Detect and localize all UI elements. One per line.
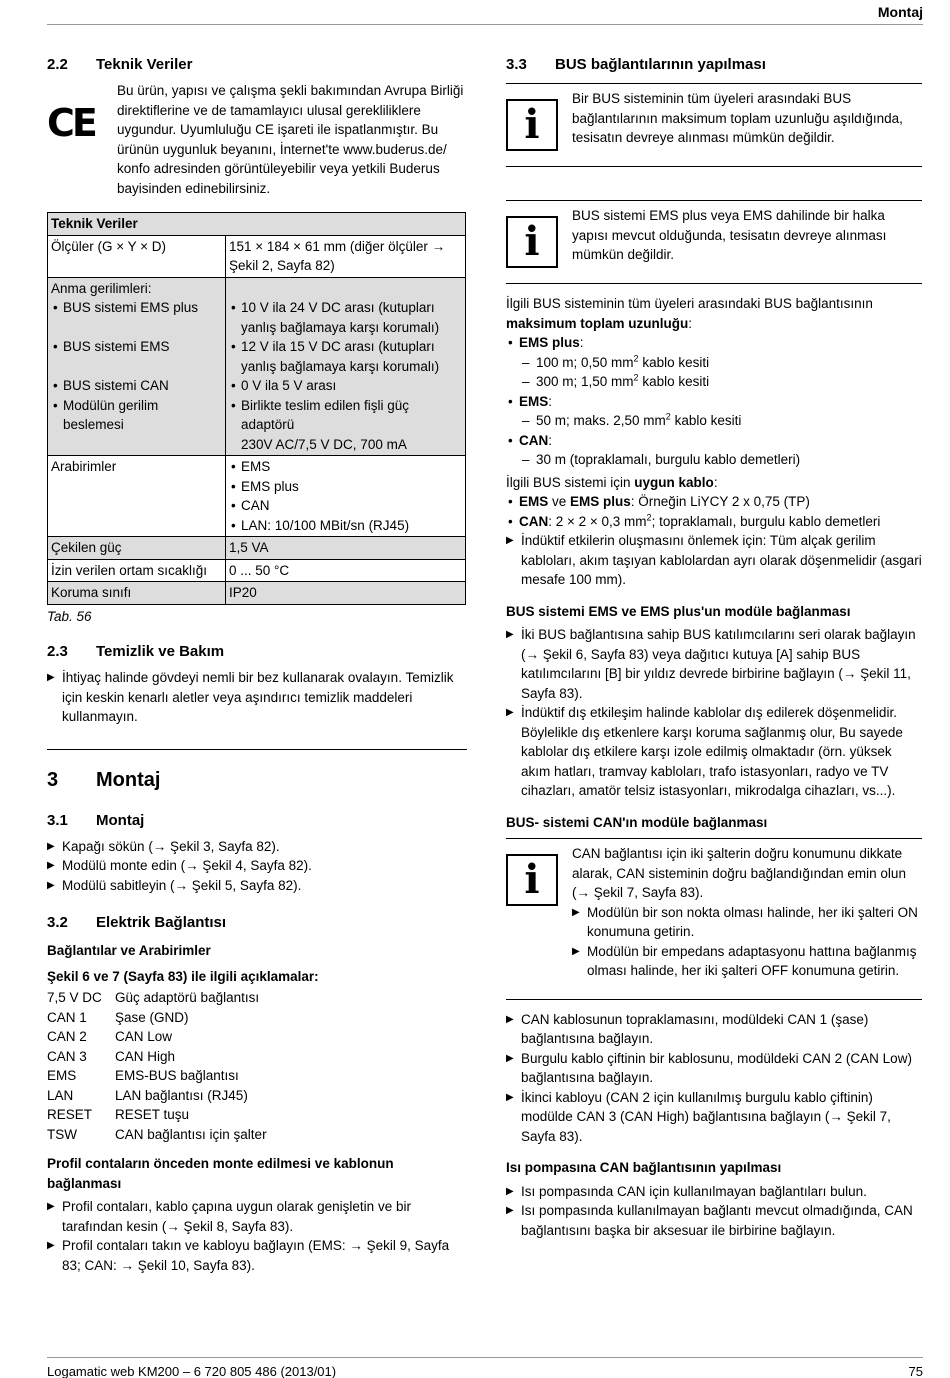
info-icon: i [506,854,558,906]
table-row: Arabirimler • EMS • EMS plus • CAN • LAN: 10/100 MBit/sn (RJ45) [48,456,466,537]
section-3-2-heading: 3.2 Elektrik Bağlantısı [47,914,227,931]
list-item: – 50 m; maks. 2,50 $mm^2$ kablo kesiti [506,411,922,431]
subheading: Isı pompasına CAN bağlantısının yapılması [506,1160,782,1175]
header-title: Montaj [877,4,923,20]
page-number: 75 [908,1364,923,1378]
ce-logo: CE [47,101,95,145]
list-item: CAN 1 Şase (GND) [47,1009,189,1025]
info-box: i Bir BUS sisteminin tüm üyeleri arasındaki BUS bağlantılarının maksimum toplam uzunluğu aşıldığında, tesisatın devreye alınması mümkün değildir. [506,83,922,167]
ce-text: Bu ürün, yapısı ve çalışma şekli bakımından Avrupa Birliği direktiflerine ve de tamamlayıcı ulusal gerekliliklere uygundur. Uyumluluğu CE işareti ile ispatlanmıştır. Bu ürünün uygunluk beyanını, İnternet'te www.buderus.de/ konfo adresinden görüntüleyebilir veya yetkili Buderus bayisinden edinebilirsiniz. [117,83,464,196]
subheading: BUS- sistemi CAN'ın modüle bağlanması [506,814,768,830]
list-item: LAN LAN bağlantısı (RJ45) [47,1087,248,1103]
instruction: ▶ İki BUS bağlantısına sahip BUS katılımcılarını seri olarak bağlayın (→ Şekil 6, Sayfa 83) veya dağıtıcı kutuya [A] sahip BUS katılımcılarını [B] bir yıldız devrede birbirine bağlayın (→ Şekil 11, Sayfa 83). [506,625,922,703]
list-item: – 300 m; 1,50 $mm^2$ kablo kesiti [506,372,922,392]
list-item: • EMS ve EMS plus: Örneğin LiYCY 2 x 0,75 (TP) [506,492,922,512]
list-item: • CAN: 2 × 2 × 0,3 $mm^2$; topraklamalı, burgulu kablo demetleri [506,512,922,532]
table-header: Teknik Veriler [48,213,466,236]
section-3-3-heading: 3.3 BUS bağlantılarının yapılması [506,56,766,73]
list-item: 7,5 V DC Güç adaptörü bağlantısı [47,990,260,1005]
page-footer [47,1357,923,1378]
subheading: BUS sistemi EMS ve EMS plus'un modüle bağlanması [506,603,851,619]
instruction: ▶ Isı pompasında kullanılmayan bağlantı mevcut olmadığında, CAN bağlantısını başka bir aksesuar ile birbirine bağlayın. [506,1201,922,1240]
instruction: ▶ Modülü sabitleyin (→ Şekil 5, Sayfa 82). [47,876,467,896]
paragraph: İlgili BUS sistemi için uygun kablo: [506,474,718,490]
instruction: ▶ İndüktif etkilerin oluşmasını önlemek için: Tüm alçak gerilim kabloları, akım taşıyan kablolardan ayrı olarak döşenmelidir (asgari mesafe 100 mm). [506,531,922,590]
paragraph: İlgili BUS sisteminin tüm üyeleri arasındaki BUS bağlantısının maksimum toplam uzunluğu: [506,296,873,331]
instruction: ▶ Kapağı sökün (→ Şekil 3, Sayfa 82). [47,837,467,857]
list-item: – 30 m (topraklamalı, burgulu kablo demetleri) [506,450,922,470]
info-box: i CAN bağlantısı için iki şalterin doğru konumunu dikkate alarak, CAN sisteminin doğru bağlandığından emin olun (→ Şekil 7, Sayfa 83). ▶ Modülün bir son nokta olması halinde, her iki şalteri ON konumuna getirin. ▶ Modülün bir empedans adaptasyonu hattına bağlanmış olması halinde, her iki şalteri OFF konumuna getirin. [506,838,922,1000]
info-box: i BUS sistemi EMS plus veya EMS dahilinde bir halka yapısı mevcut olduğunda, tesisatın devreye alınması mümkün değildir. [506,200,922,284]
section-2-2-heading: 2.2 Teknik Veriler [47,56,193,73]
info-icon: i [506,216,558,268]
instruction: ▶ Profil contaları, kablo çapına uygun olarak genişletin ve bir tarafından kesin (→ Şekil 8, Sayfa 83). [47,1197,467,1236]
subheading: Bağlantılar ve Arabirimler [47,943,211,958]
list-item: RESET RESET tuşu [47,1107,190,1122]
table-row: Çekilen güç 1,5 VA [48,537,466,560]
right-column [506,55,922,1240]
chapter-3-heading: 3 Montaj [47,749,467,793]
section-3-1-heading: 3.1 Montaj [47,811,145,829]
section-2-3-heading: 2.3 Temizlik ve Bakım [47,643,225,660]
ce-block [47,81,467,198]
list-item: EMS EMS-BUS bağlantısı [47,1068,239,1083]
instruction: ▶ İhtiyaç halinde gövdeyi nemli bir bez kullanarak ovalayın. Temizlik için keskin kenarlı aletler veya aşındırıcı temizlik maddeleri kullanmayın. [47,668,467,727]
list-item: CAN 3 CAN High [47,1048,176,1064]
left-column [47,55,467,1275]
table-row: Koruma sınıfı IP20 [48,582,466,605]
instruction: ▶ Burgulu kablo çiftinin bir kablosunu, modüldeki CAN 2 (CAN Low) bağlantısına bağlayın. [506,1049,922,1088]
info-icon: i [506,99,558,151]
table-row: Anma gerilimleri: • BUS sistemi EMS plus • BUS sistemi EMS • BUS sistemi CAN • Modülün gerilim beslemesi • 10 V ila 24 V DC arası (kutupları yanlış bağlamaya karşı korumalı) • 12 V ila 15 V DC arası (kutupları yanlış bağlamaya karşı korumalı) • 0 V ila 5 V arası • Birlikte teslim edilen fişli güç adaptörü 230V AC/7,5 V DC, 700 mA [48,277,466,456]
abbr-list [47,988,467,1144]
instruction: ▶ Modülü monte edin (→ Şekil 4, Sayfa 82). [47,856,467,876]
list-item: CAN 2 CAN Low [47,1029,173,1044]
list-item: • EMS plus: [506,333,922,353]
instruction: ▶ İndüktif dış etkileşim halinde kablolar dış edilerek döşenmelidir. Böylelikle dış etkenlere karşı koruma sağlanmış olur, Bu sayede kablolar dış etkilere karşı izole edilmiş olmaktadır (örn. yüksek akım hatları, tramvay kabloları, trafo istasyonları, radyo ve TV cihazları, amatör telsiz istasyonları, mikrodalga cihazları, vs...). [506,703,922,801]
footer-doc: Logamatic web KM200 – 6 720 805 486 (2013/01) [47,1364,337,1378]
table-caption: Tab. 56 [47,608,92,624]
subheading: Profil contaların önceden monte edilmesi ve kablonun bağlanması [47,1156,394,1191]
page-header [47,0,923,25]
instruction: ▶ İkinci kabloyu (CAN 2 için kullanılmış burgulu kablo çiftinin) modülde CAN 3 (CAN High) bağlantısına bağlayın (→ Şekil 7, Sayfa 83). [506,1088,922,1147]
table-row: İzin verilen ortam sıcaklığı 0 ... 50 °C [48,559,466,582]
list-item: TSW CAN bağlantısı için şalter [47,1126,267,1142]
list-item: • CAN: [506,431,922,451]
instruction: ▶ CAN kablosunun topraklamasını, modüldeki CAN 1 (şase) bağlantısına bağlayın. [506,1010,922,1049]
subheading: Şekil 6 ve 7 (Sayfa 83) ile ilgili açıklamalar: [47,968,319,984]
table-row: Ölçüler (G × Y × D) 151 × 184 × 61 mm (diğer ölçüler → Şekil 2, Sayfa 82) [48,235,466,277]
list-item: • EMS: [506,392,922,412]
instruction: ▶ Isı pompasında CAN için kullanılmayan bağlantıları bulun. [506,1182,922,1202]
list-item: – 100 m; 0,50 $mm^2$ kablo kesiti [506,353,922,373]
tech-data-table [47,212,466,605]
instruction: ▶ Profil contaları takın ve kabloyu bağlayın (EMS: → Şekil 9, Sayfa 83; CAN: → Şekil 10, Sayfa 83). [47,1236,467,1275]
